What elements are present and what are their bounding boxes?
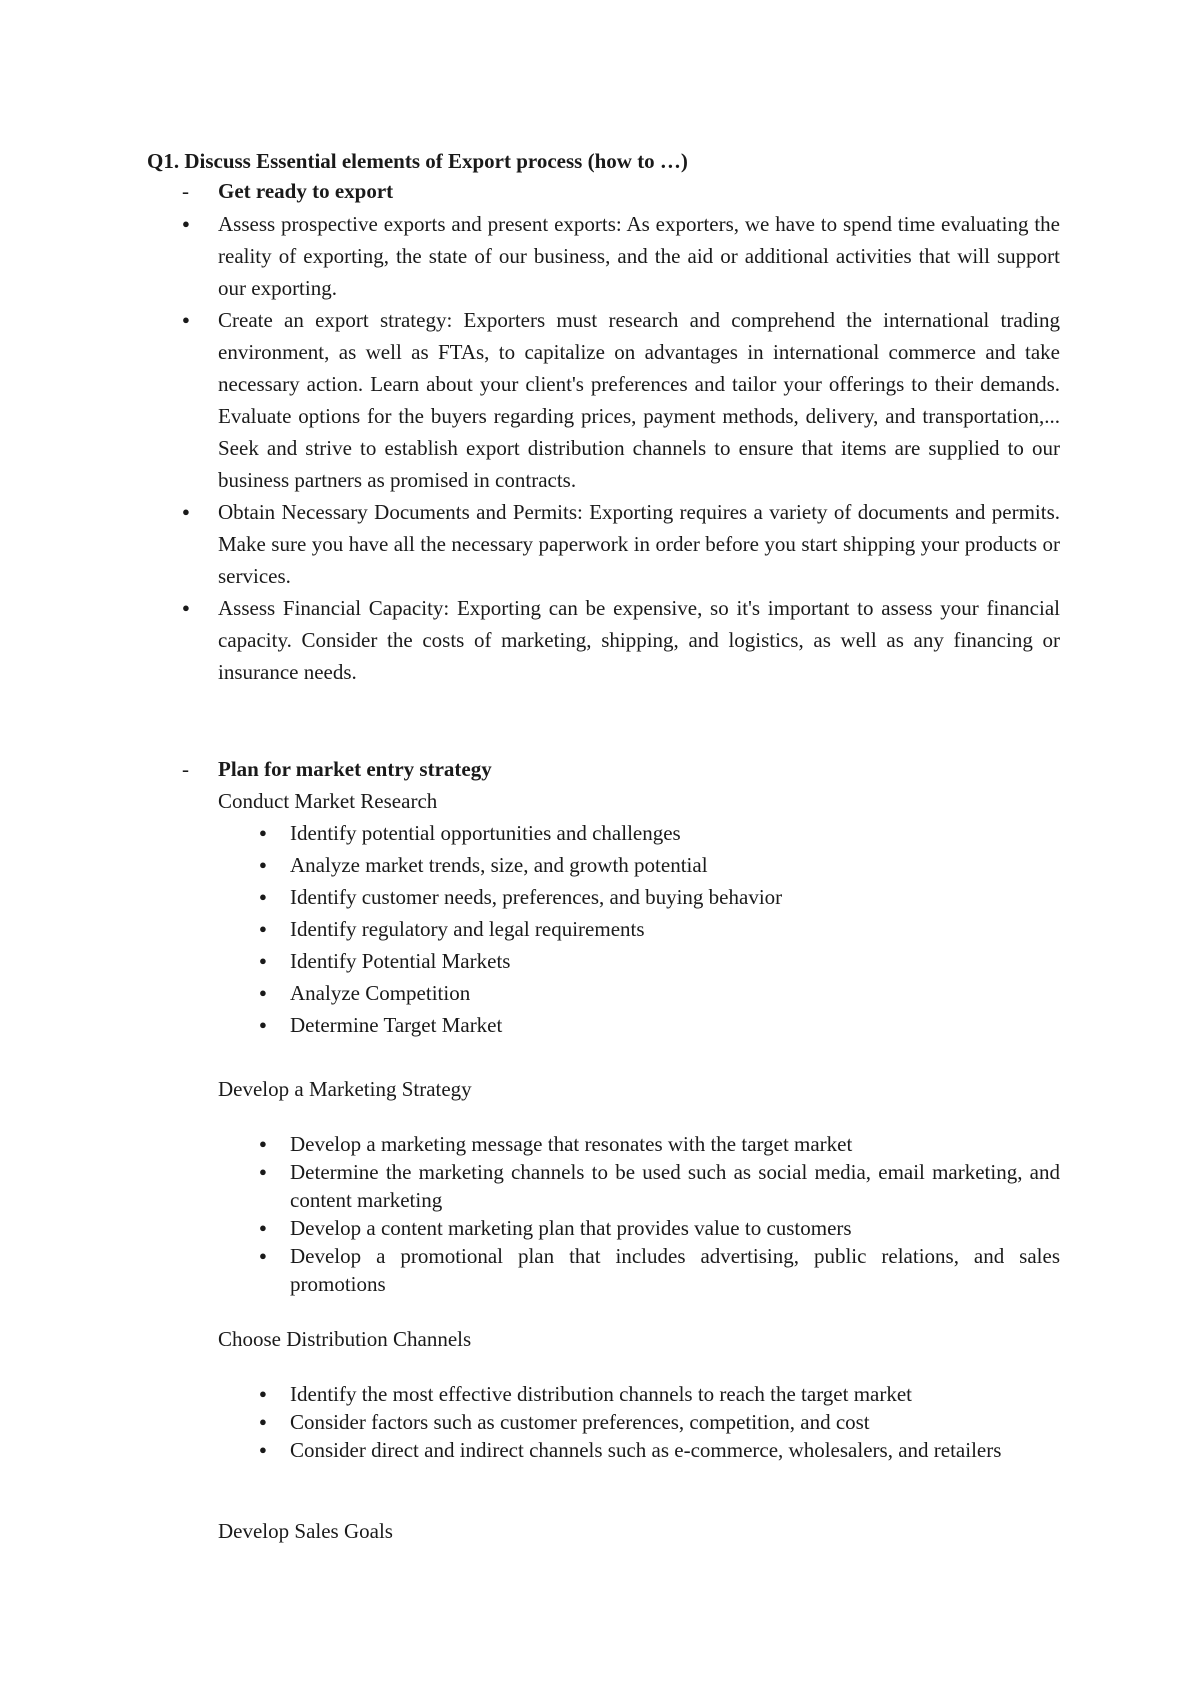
bullet-icon: ● <box>182 600 190 615</box>
list-item-text: Identify customer needs, preferences, and buying behavior <box>290 885 783 909</box>
list-item-text: Analyze Competition <box>290 981 471 1005</box>
list-item-text: Assess Financial Capacity: Exporting can be expensive, so it's important to assess your financial capacity. Consider the costs of marketing, shipping, and logistics, as well as any financing or insurance needs. <box>218 596 1060 684</box>
dash-marker: - <box>182 179 189 203</box>
bullet-icon: ● <box>259 889 267 904</box>
sales-goals-label: Develop Sales Goals <box>218 1519 393 1543</box>
list-item-text: Develop a marketing message that resonates with the target market <box>290 1132 853 1156</box>
bullet-icon: ● <box>259 1414 267 1429</box>
list-item <box>182 304 1060 496</box>
bullet-icon: ● <box>259 953 267 968</box>
list-item-text: Obtain Necessary Documents and Permits: Exporting requires a variety of documents and permits. Make sure you have all the necessary paperwork in order before you start shipping your products or services. <box>218 500 1060 588</box>
bullet-icon: ● <box>259 857 267 872</box>
list-item <box>259 1380 1060 1408</box>
list-item <box>259 1158 1060 1214</box>
section-heading-market-entry <box>182 754 492 784</box>
list-item <box>259 881 1060 913</box>
list-item <box>259 1408 1060 1436</box>
list-item-text: Determine Target Market <box>290 1013 503 1037</box>
list-item <box>259 849 1060 881</box>
list-item-text: Analyze market trends, size, and growth potential <box>290 853 708 877</box>
distribution-channels-label: Choose Distribution Channels <box>218 1327 472 1351</box>
list-item <box>259 945 1060 977</box>
list-item <box>259 913 1060 945</box>
bullet-icon: ● <box>182 312 190 327</box>
list-item <box>182 208 1060 304</box>
list-item-text: Consider factors such as customer preferences, competition, and cost <box>290 1410 870 1434</box>
list-item-text: Identify the most effective distribution channels to reach the target market <box>290 1382 913 1406</box>
list-item <box>259 1214 1060 1242</box>
distribution-channels-bullet-list <box>259 1380 1060 1464</box>
bullet-icon: ● <box>182 216 190 231</box>
section-heading-text: Plan for market entry strategy <box>218 757 492 781</box>
list-item-text: Develop a promotional plan that includes advertising, public relations, and sales promotions <box>290 1244 1060 1296</box>
market-research-label: Conduct Market Research <box>218 789 438 813</box>
bullet-icon: ● <box>259 921 267 936</box>
bullet-icon: ● <box>259 825 267 840</box>
list-item-text: Determine the marketing channels to be used such as social media, email marketing, and content marketing <box>290 1160 1060 1212</box>
list-item-text: Create an export strategy: Exporters must research and comprehend the international trading environment, as well as FTAs, to capitalize on advantages in international commerce and take necessary action. Learn about your client's preferences and tailor your offerings to their demands. Evaluate options for the buyers regarding prices, payment methods, delivery, and transportation,... Seek and strive to establish export distribution channels to ensure that items are supplied to our business partners as promised in contracts. <box>218 308 1060 492</box>
section-heading-text: Get ready to export <box>218 179 394 203</box>
bullet-icon: ● <box>259 1442 267 1457</box>
list-item <box>259 1436 1060 1464</box>
list-item-text: Identify regulatory and legal requirements <box>290 917 645 941</box>
list-item-text: Identify potential opportunities and challenges <box>290 821 681 845</box>
list-item <box>259 1242 1060 1298</box>
bullet-icon: ● <box>259 1220 267 1235</box>
list-item <box>259 1009 1060 1041</box>
bullet-icon: ● <box>259 985 267 1000</box>
bullet-icon: ● <box>259 1136 267 1151</box>
bullet-icon: ● <box>259 1017 267 1032</box>
list-item <box>182 592 1060 688</box>
marketing-strategy-label: Develop a Marketing Strategy <box>218 1077 472 1101</box>
question-title: Q1. Discuss Essential elements of Export process (how to …) <box>147 149 688 173</box>
get-ready-bullet-list <box>182 208 1060 688</box>
bullet-icon: ● <box>259 1164 267 1179</box>
market-research-bullet-list <box>259 817 1060 1041</box>
bullet-icon: ● <box>182 504 190 519</box>
list-item <box>182 496 1060 592</box>
section-heading-get-ready <box>182 176 393 206</box>
bullet-icon: ● <box>259 1386 267 1401</box>
list-item <box>259 977 1060 1009</box>
list-item-text: Assess prospective exports and present exports: As exporters, we have to spend time evaluating the reality of exporting, the state of our business, and the aid or additional activities that will support our exporting. <box>218 212 1060 300</box>
dash-marker: - <box>182 757 189 781</box>
list-item <box>259 1130 1060 1158</box>
bullet-icon: ● <box>259 1248 267 1263</box>
list-item-text: Consider direct and indirect channels such as e-commerce, wholesalers, and retailers <box>290 1438 1002 1462</box>
list-item <box>259 817 1060 849</box>
list-item-text: Identify Potential Markets <box>290 949 511 973</box>
list-item-text: Develop a content marketing plan that provides value to customers <box>290 1216 852 1240</box>
marketing-strategy-bullet-list <box>259 1130 1060 1298</box>
